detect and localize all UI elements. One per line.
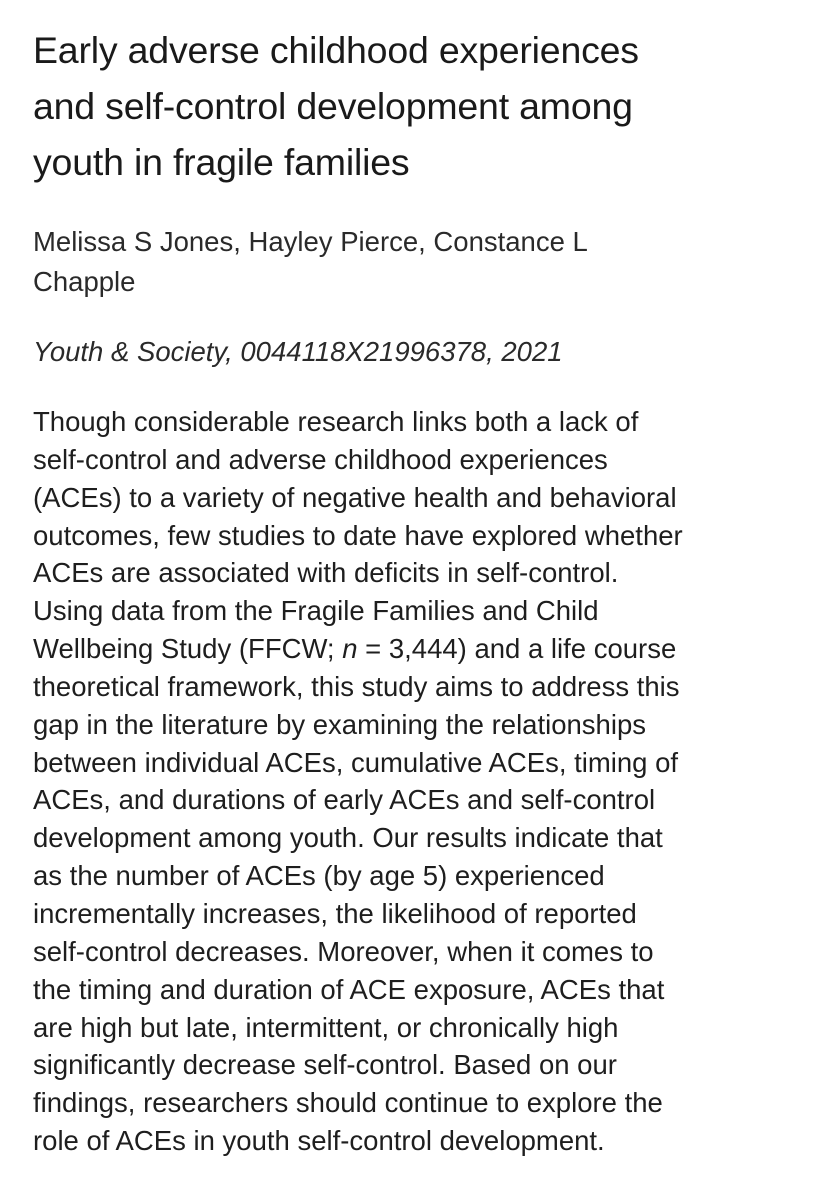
abstract-line: as the number of ACEs (by age 5) experienced: [33, 860, 605, 892]
authors: [33, 222, 588, 301]
abstract-line: are high but late, intermittent, or chronically high: [33, 1011, 619, 1043]
abstract-line: the timing and duration of ACE exposure, ACEs that: [33, 973, 665, 1005]
abstract-line: development among youth. Our results indicate that: [33, 822, 663, 854]
article: [33, 22, 803, 1157]
abstract-line: outcomes, few studies to date have explored whether: [33, 519, 683, 551]
journal-citation: Youth & Society, 0044118X21996378, 2021: [33, 336, 563, 367]
sample-size-symbol: n: [342, 633, 358, 665]
abstract-line: between individual ACEs, cumulative ACEs, timing of: [33, 746, 679, 778]
abstract-line: theoretical framework, this study aims to address this: [33, 670, 680, 702]
authors-line: Melissa S Jones, Hayley Pierce, Constance L: [33, 226, 588, 257]
abstract-line: self-control decreases. Moreover, when it comes to: [33, 935, 654, 967]
abstract-line: ACEs, and durations of early ACEs and self-control: [33, 784, 656, 816]
abstract-line: (ACEs) to a variety of negative health and behavioral: [33, 481, 677, 513]
abstract-line: findings, researchers should continue to explore the: [33, 1087, 663, 1119]
abstract-text: Wellbeing Study (FFCW;: [33, 633, 343, 665]
abstract-line: self-control and adverse childhood experiences: [33, 443, 608, 475]
abstract-line: role of ACEs in youth self-control development.: [33, 1125, 605, 1157]
abstract-line: Using data from the Fragile Families and Child: [33, 595, 599, 627]
abstract-line: [33, 630, 803, 668]
article-title: [33, 22, 803, 190]
title-line: and self-control development among: [33, 85, 633, 127]
abstract-line: significantly decrease self-control. Based on our: [33, 1049, 617, 1081]
abstract-line: gap in the literature by examining the relationships: [33, 708, 647, 740]
abstract-line: ACEs are associated with deficits in self-control.: [33, 557, 619, 589]
authors-line: Chapple: [33, 265, 136, 297]
abstract-line: Though considerable research links both a lack of: [33, 406, 639, 437]
abstract-line: incrementally increases, the likelihood of reported: [33, 897, 637, 929]
abstract: [33, 403, 803, 1160]
title-line: youth in fragile families: [33, 141, 410, 183]
title-line: Early adverse childhood experiences: [33, 29, 639, 71]
abstract-text: = 3,444) and a life course: [357, 633, 677, 665]
